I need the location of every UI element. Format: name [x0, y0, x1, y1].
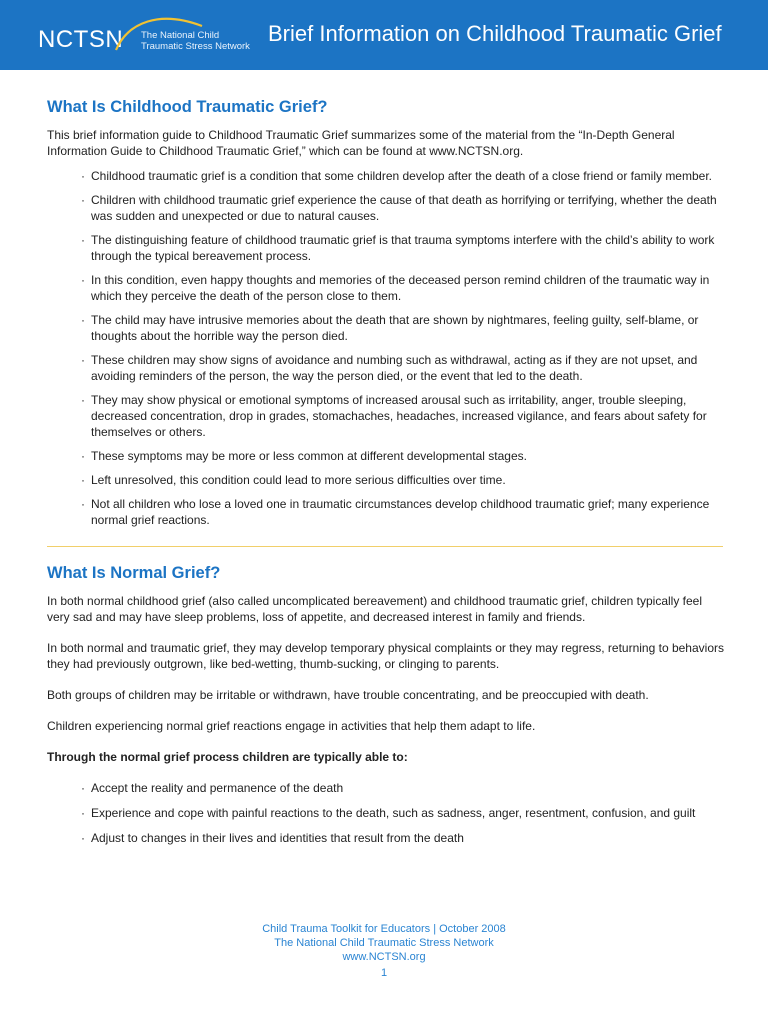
section2-paragraph: In both normal childhood grief (also called uncomplicated bereavement) and childhood traumatic grief, children typically feel very sad and may have sleep problems, loss of appetite, and decreased interest in family and friends. [47, 594, 703, 624]
list-item: · Adjust to changes in their lives and identities that result from the death [81, 831, 464, 845]
list-item: · Children with childhood traumatic grief experience the cause of that death as horrifying or terrifying, whether the death was sudden and unexpected or due to natural causes. [81, 193, 717, 223]
section2-paragraph: In both normal and traumatic grief, they may develop temporary physical complaints or they may regress, returning to behaviors they had previously outgrown, like bed-wetting, thumb-sucking, or clinging to parents. [47, 641, 724, 671]
section1-heading: What Is Childhood Traumatic Grief? [47, 98, 328, 116]
section2-bullet-list [47, 780, 727, 846]
list-item: · The distinguishing feature of childhood traumatic grief is that trauma symptoms interfere with the child’s ability to work through the typical bereavement process. [81, 233, 715, 263]
section2-lead: Through the normal grief process children are typically able to: [47, 750, 408, 764]
page-number: 1 [380, 967, 388, 979]
nctsn-logo: NCTSN [38, 26, 124, 53]
list-item: · They may show physical or emotional symptoms of increased arousal such as irritability, anger, trouble sleeping, decreased concentration, drop in grades, stomachaches, headaches, increased vigilance, and fears about safety for themselves or others. [81, 393, 707, 439]
footer-toolkit-line: Child Trauma Toolkit for Educators | October 2008 [262, 923, 506, 935]
section2-paragraph: Both groups of children may be irritable or withdrawn, have trouble concentrating, and be preoccupied with death. [47, 688, 649, 702]
list-item: · Left unresolved, this condition could lead to more serious difficulties over time. [81, 473, 506, 487]
page-header [0, 0, 768, 70]
list-item: · Childhood traumatic grief is a condition that some children develop after the death of a close friend or family member. [81, 169, 712, 183]
list-item: · Experience and cope with painful reactions to the death, such as sadness, anger, resentment, confusion, and guilt [81, 806, 696, 820]
list-item: · These symptoms may be more or less common at different developmental stages. [81, 449, 527, 463]
section2-heading: What Is Normal Grief? [47, 564, 221, 582]
footer-network-line: The National Child Traumatic Stress Network [274, 937, 494, 949]
list-item: · In this condition, even happy thoughts and memories of the deceased person remind children of the traumatic way in which they perceive the death of the person close to them. [81, 273, 710, 303]
logo-subtitle-line2: Traumatic Stress Network [141, 41, 250, 52]
logo-subtitle [141, 30, 250, 52]
list-item: · Not all children who lose a loved one in traumatic circumstances develop childhood traumatic grief; many experience normal grief reactions. [81, 497, 710, 527]
list-item: · These children may show signs of avoidance and numbing such as withdrawal, acting as if they are not upset, and avoiding reminders of the person, the way the person died, or the event that led to the death. [81, 353, 698, 383]
footer-website-link[interactable]: www.NCTSN.org [342, 951, 426, 963]
logo-subtitle-line1: The National Child [141, 30, 220, 41]
section-divider [47, 546, 723, 547]
main-content [47, 96, 727, 846]
header-title: Brief Information on Childhood Traumatic Grief [268, 21, 722, 46]
section1-bullet-list [47, 168, 727, 528]
page-footer [0, 922, 768, 980]
list-item: · Accept the reality and permanence of the death [81, 781, 344, 795]
list-item: · The child may have intrusive memories about the death that are shown by nightmares, feeling guilty, self-blame, or thoughts about the horrible way the person died. [81, 313, 699, 343]
section1-intro: This brief information guide to Childhood Traumatic Grief summarizes some of the material from the “In-Depth General Information Guide to Childhood Traumatic Grief,” which can be found at www.NCTSN.org. [47, 128, 675, 158]
section2-paragraph: Children experiencing normal grief reactions engage in activities that help them adapt to life. [47, 719, 536, 733]
